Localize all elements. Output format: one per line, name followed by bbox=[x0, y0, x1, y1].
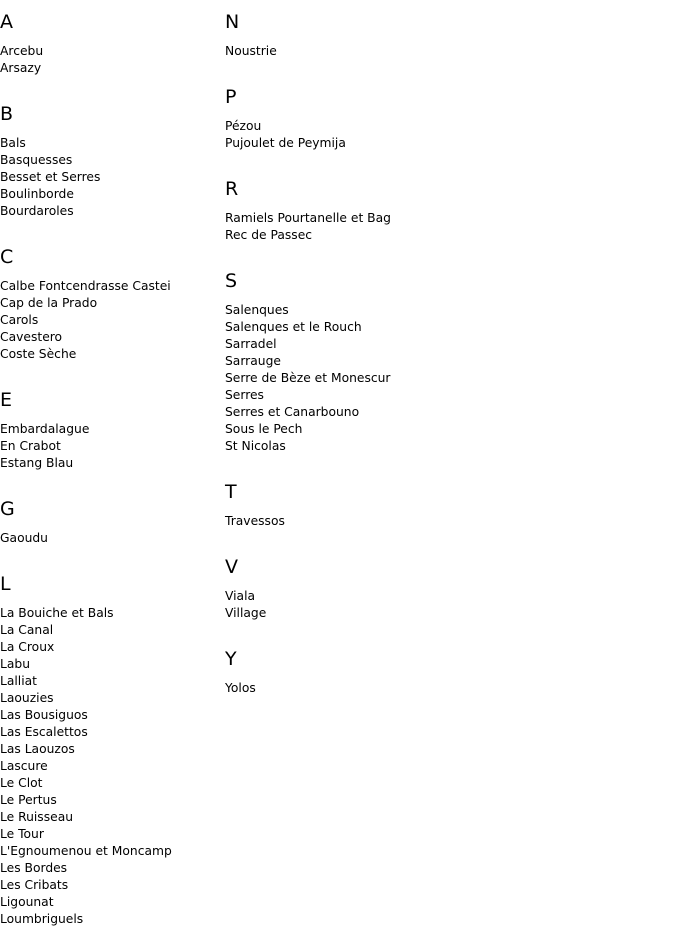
place-link[interactable]: Village bbox=[225, 606, 267, 620]
place-link[interactable]: Las Bousiguos bbox=[0, 708, 88, 722]
group-letter-heading: L bbox=[0, 573, 11, 595]
place-link[interactable]: Bourdaroles bbox=[0, 204, 74, 218]
place-link[interactable]: Ramiels Pourtanelle et Bag bbox=[225, 211, 391, 225]
place-link[interactable]: Lalliat bbox=[0, 674, 37, 688]
place-link[interactable]: La Canal bbox=[0, 623, 54, 637]
place-link[interactable]: Cavestero bbox=[0, 330, 63, 344]
place-list bbox=[0, 530, 220, 547]
place-list bbox=[225, 302, 475, 455]
place-link[interactable]: Viala bbox=[225, 589, 256, 603]
group-letter-heading: R bbox=[225, 178, 239, 200]
group-letter-heading: C bbox=[0, 246, 14, 268]
place-link[interactable]: Basquesses bbox=[0, 153, 73, 167]
place-link[interactable]: Pujoulet de Peymija bbox=[225, 136, 346, 150]
place-link[interactable]: L'Egnoumenou et Moncamp bbox=[0, 844, 172, 858]
place-link[interactable]: Ligounat bbox=[0, 895, 54, 909]
place-list bbox=[0, 421, 220, 472]
left-column bbox=[0, 0, 220, 932]
place-link[interactable]: Loumbriguels bbox=[0, 912, 84, 926]
letter-group-y bbox=[225, 637, 475, 697]
place-link[interactable]: Salenques et le Rouch bbox=[225, 320, 362, 334]
place-link[interactable]: Sarrauge bbox=[225, 354, 281, 368]
group-letter-heading: P bbox=[225, 86, 237, 108]
place-link[interactable]: Serres bbox=[225, 388, 264, 402]
place-link[interactable]: Rec de Passec bbox=[225, 228, 313, 242]
place-list bbox=[225, 513, 475, 530]
place-link[interactable]: Le Clot bbox=[0, 776, 43, 790]
place-list bbox=[225, 680, 475, 697]
place-link[interactable]: Carols bbox=[0, 313, 39, 327]
place-list bbox=[0, 278, 220, 363]
place-list bbox=[0, 43, 220, 77]
place-link[interactable]: La Croux bbox=[0, 640, 55, 654]
group-letter-heading: V bbox=[225, 556, 238, 578]
place-link[interactable]: Bals bbox=[0, 136, 26, 150]
letter-group-t bbox=[225, 470, 475, 530]
place-link[interactable]: Besset et Serres bbox=[0, 170, 101, 184]
place-link[interactable]: Yolos bbox=[225, 681, 256, 695]
place-link[interactable]: Pézou bbox=[225, 119, 262, 133]
place-link[interactable]: Les Cribats bbox=[0, 878, 69, 892]
letter-group-r bbox=[225, 167, 475, 244]
place-link[interactable]: Sarradel bbox=[225, 337, 277, 351]
place-link[interactable]: Salenques bbox=[225, 303, 289, 317]
group-letter-heading: T bbox=[225, 481, 237, 503]
place-link[interactable]: En Crabot bbox=[0, 439, 61, 453]
place-list bbox=[225, 210, 475, 244]
place-list bbox=[0, 605, 220, 928]
place-list bbox=[0, 135, 220, 220]
place-link[interactable]: Le Tour bbox=[0, 827, 44, 841]
place-link[interactable]: Le Pertus bbox=[0, 793, 57, 807]
place-link[interactable]: Labu bbox=[0, 657, 30, 671]
group-letter-heading: E bbox=[0, 389, 13, 411]
place-link[interactable]: Serre de Bèze et Monescur bbox=[225, 371, 391, 385]
letter-group-v bbox=[225, 545, 475, 622]
place-link[interactable]: Las Escalettos bbox=[0, 725, 88, 739]
place-link[interactable]: Sous le Pech bbox=[225, 422, 303, 436]
place-list bbox=[225, 588, 475, 622]
place-link[interactable]: Calbe Fontcendrasse Castei bbox=[0, 279, 171, 293]
letter-group-n bbox=[225, 0, 475, 60]
letter-group-s bbox=[225, 259, 475, 455]
place-link[interactable]: Lascure bbox=[0, 759, 48, 773]
place-link[interactable]: Serres et Canarbouno bbox=[225, 405, 360, 419]
letter-group-g bbox=[0, 487, 220, 547]
place-link[interactable]: Boulinborde bbox=[0, 187, 74, 201]
place-link[interactable]: Gaoudu bbox=[0, 531, 48, 545]
place-link[interactable]: Travessos bbox=[225, 514, 285, 528]
place-link[interactable]: Cap de la Prado bbox=[0, 296, 98, 310]
letter-group-l bbox=[0, 562, 220, 928]
place-list bbox=[225, 43, 475, 60]
place-link[interactable]: Las Laouzos bbox=[0, 742, 75, 756]
place-link[interactable]: Les Bordes bbox=[0, 861, 68, 875]
letter-group-e bbox=[0, 378, 220, 472]
right-column bbox=[225, 0, 475, 712]
group-letter-heading: N bbox=[225, 11, 240, 33]
place-link[interactable]: Estang Blau bbox=[0, 456, 74, 470]
group-letter-heading: G bbox=[0, 498, 15, 520]
letter-group-c bbox=[0, 235, 220, 363]
place-link[interactable]: St Nicolas bbox=[225, 439, 286, 453]
place-link[interactable]: La Bouiche et Bals bbox=[0, 606, 114, 620]
place-link[interactable]: Coste Sèche bbox=[0, 347, 77, 361]
place-link[interactable]: Noustrie bbox=[225, 44, 277, 58]
place-link[interactable]: Le Ruisseau bbox=[0, 810, 74, 824]
place-link[interactable]: Arcebu bbox=[0, 44, 44, 58]
group-letter-heading: S bbox=[225, 270, 238, 292]
place-list bbox=[225, 118, 475, 152]
place-link[interactable]: Laouzies bbox=[0, 691, 54, 705]
letter-group-b bbox=[0, 92, 220, 220]
place-link[interactable]: Arsazy bbox=[0, 61, 42, 75]
letter-group-p bbox=[225, 75, 475, 152]
group-letter-heading: Y bbox=[225, 648, 237, 670]
letter-group-a bbox=[0, 0, 220, 77]
place-link[interactable]: Embardalague bbox=[0, 422, 90, 436]
group-letter-heading: A bbox=[0, 11, 13, 33]
group-letter-heading: B bbox=[0, 103, 14, 125]
